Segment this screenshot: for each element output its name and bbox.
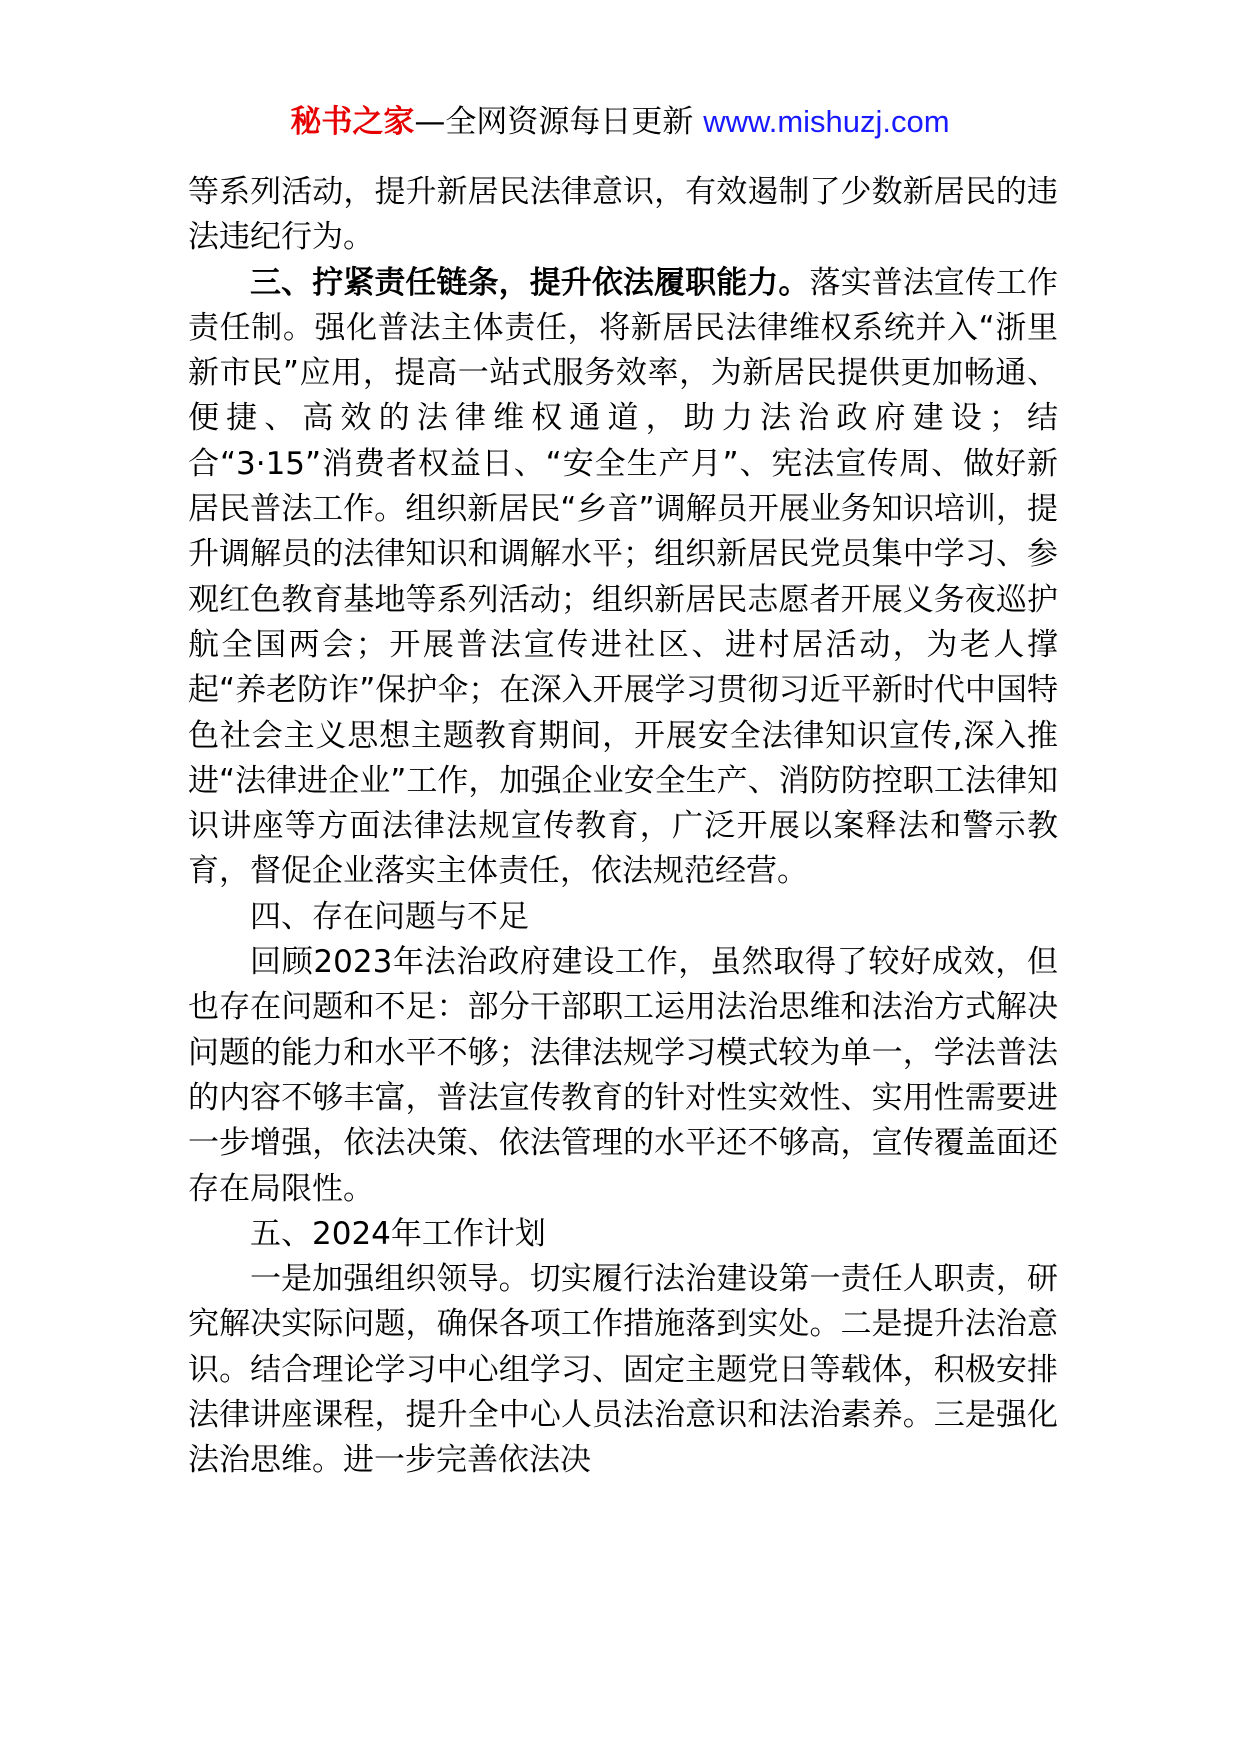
section-four-heading: 四、存在问题与不足 xyxy=(250,898,529,935)
section-five-heading: 五、2024年工作计划 xyxy=(250,1215,546,1252)
document-body xyxy=(188,170,1058,1484)
paragraph-continuation: 等系列活动，提升新居民法律意识，有效遏制了少数新居民的违法违纪行为。 xyxy=(188,174,1058,256)
section-three-heading: 三、拧紧责任链条，提升依法履职能力。 xyxy=(250,264,810,301)
brand-name: 秘书之家 xyxy=(290,104,415,140)
paragraph-work-plan: 一是加强组织领导。切实履行法治建设第一责任人职责，研究解决实际问题，确保各项工作措施落到实处。二是提升法治意识。结合理论学习中心组学习、固定主题党日等载体，积极安排法律讲座课程，提升全中心人员法治意识和法治素养。三是强化法治思维。进一步完善依法决 xyxy=(188,1261,1058,1479)
paragraph-problems: 回顾2023年法治政府建设工作，虽然取得了较好成效，但也存在问题和不足：部分干部职工运用法治思维和法治方式解决问题的能力和水平不够；法律法规学习模式较为单一，学法普法的内容不够丰富，普法宣传教育的针对性实效性、实用性需要进一步增强，依法决策、依法管理的水平还不够高，宣传覆盖面还存在局限性。 xyxy=(188,944,1058,1207)
paragraph-section-three xyxy=(188,261,1058,895)
site-header xyxy=(0,100,1240,144)
section-three-text: 落实普法宣传工作责任制。强化普法主体责任，将新居民法律维权系统并入“浙里新市民”应用，提高一站式服务效率，为新居民提供更加畅通、便捷、高效的法律维权通道，助力法治政府建设；结合“3·15”消费者权益日、“安全生产月”、宪法宣传周、做好新居民普法工作。组织新居民“乡音”调解员开展业务知识培训，提升调解员的法律知识和调解水平；组织新居民党员集中学习、参观红色教育基地等系列活动；组织新居民志愿者开展义务夜巡护航全国两会；开展普法宣传进社区、进村居活动，为老人撑起“养老防诈”保护伞；在深入开展学习贯彻习近平新时代中国特色社会主义思想主题教育期间，开展安全法律知识宣传,深入推进“法律进企业”工作，加强企业安全生产、消防防控职工法律知识讲座等方面法律法规宣传教育，广泛开展以案释法和警示教育，督促企业落实主体责任，依法规范经营。 xyxy=(188,264,1059,890)
site-url-link[interactable]: www.mishuzj.com xyxy=(703,104,950,139)
header-slogan: —全网资源每日更新 xyxy=(414,104,704,140)
